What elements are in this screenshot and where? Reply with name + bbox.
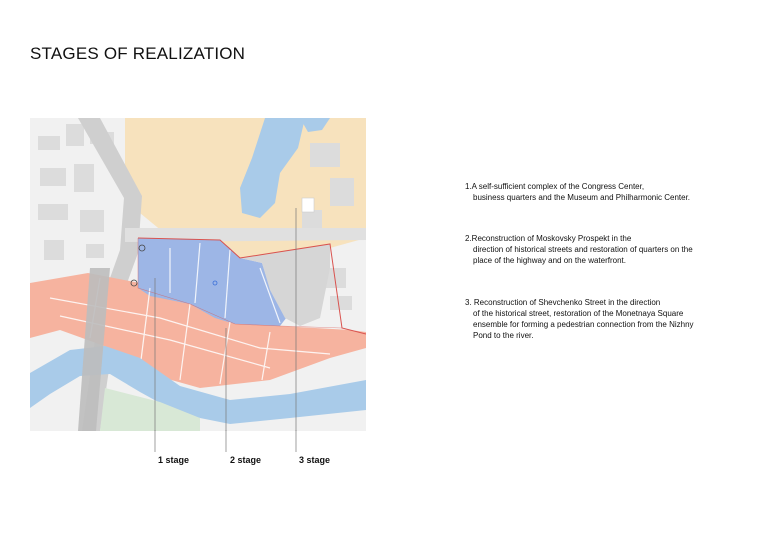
stage2-label: 2 stage xyxy=(230,455,262,465)
note-1-first-line: 1.A self-sufficient complex of the Congress Center, xyxy=(465,182,645,191)
site-plan-svg xyxy=(30,118,366,431)
note-2-rest: direction of historical streets and restoration of quarters on the place of the highway and on the waterfront. xyxy=(473,245,693,265)
stage3-label: 3 stage xyxy=(299,455,331,465)
note-3-first-line: 3. Reconstruction of Shevchenko Street in the direction xyxy=(465,298,661,307)
note-3-rest: of the historical street, restoration of the Monetnaya Square ensemble for forming a pedestrian connection from the Nizhny Pond to the river. xyxy=(473,309,694,340)
leader-line-extensions xyxy=(0,430,780,454)
page-title: STAGES OF REALIZATION xyxy=(30,44,246,63)
site-plan-map xyxy=(30,118,366,431)
note-2 xyxy=(465,233,695,266)
note-1 xyxy=(465,181,695,203)
building-icon xyxy=(302,198,314,212)
note-1-rest: business quarters and the Museum and Philharmonic Center. xyxy=(473,193,691,202)
stage1-label: 1 stage xyxy=(158,455,190,465)
note-3 xyxy=(465,297,695,341)
note-2-first-line: 2.Reconstruction of Moskovsky Prospekt in the xyxy=(465,234,632,243)
